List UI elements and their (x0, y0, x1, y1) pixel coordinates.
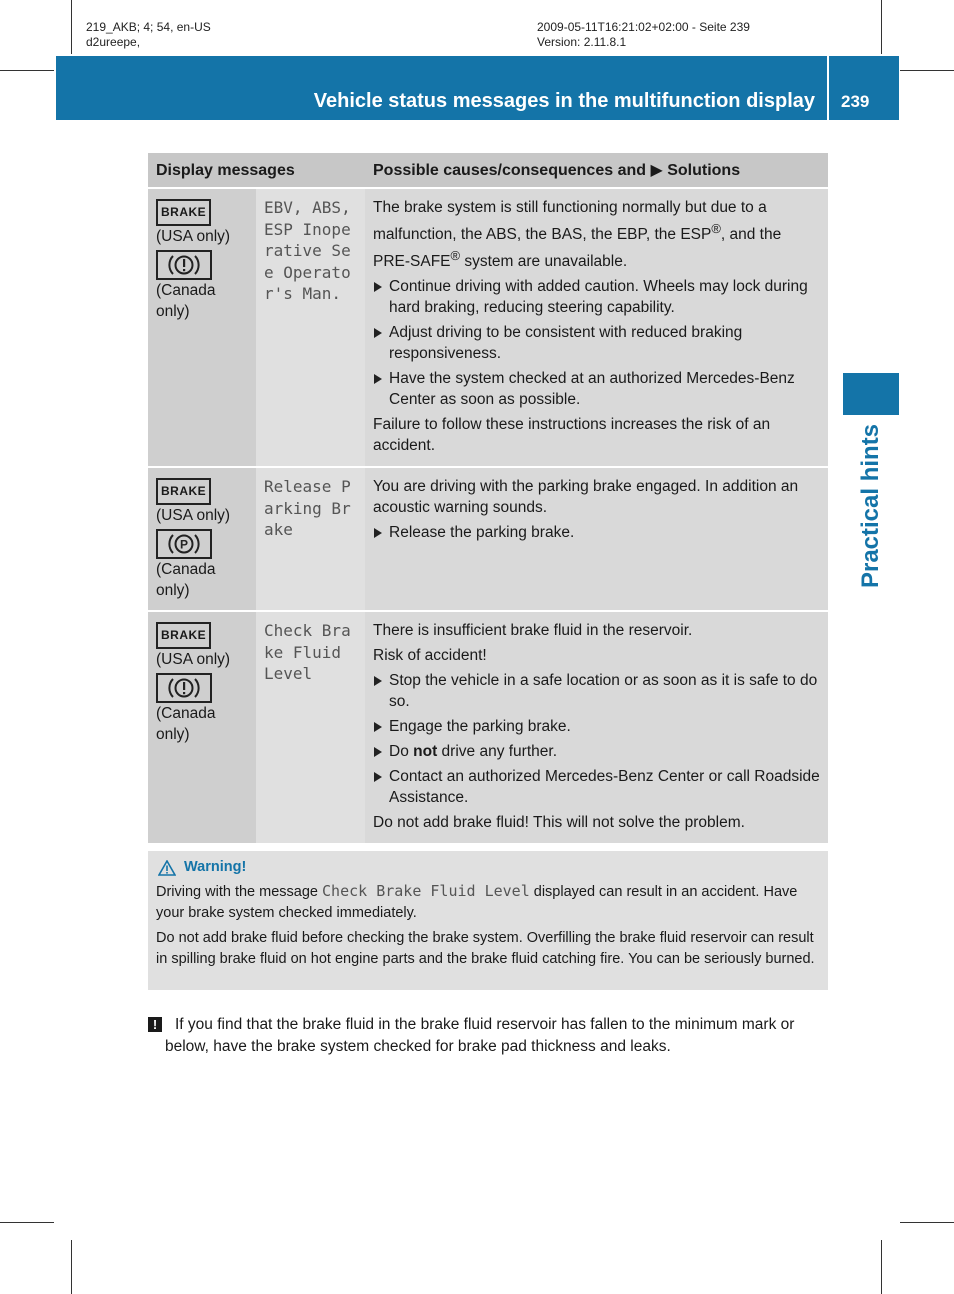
step-text: Engage the parking brake. (389, 718, 571, 736)
bullet-arrow-icon (374, 374, 382, 384)
solution-cell (365, 611, 828, 843)
solution-step (373, 670, 820, 712)
print-meta-right (537, 20, 750, 50)
table-row (148, 467, 828, 611)
icon-cell (148, 611, 256, 843)
table-header-row (148, 153, 828, 188)
warning-title: Warning! (184, 859, 247, 875)
note-block (148, 1014, 830, 1058)
region-label: (Canada only) (156, 705, 216, 744)
icon-cell (148, 467, 256, 611)
bullet-arrow-icon (374, 528, 382, 538)
cause-text: You are driving with the parking brake engaged. In addition an acoustic warning sounds. (373, 478, 799, 517)
table-row (148, 611, 828, 843)
step-emphasis: not (413, 743, 438, 761)
warning-paragraph: Do not add brake fluid before checking the brake system. Overfilling the brake fluid reservoir can result in spilling brake fluid on hot engine parts and the brake fluid catching fire. You can be seriously burned. (156, 930, 815, 967)
cause-text: There is insufficient brake fluid in the reservoir. (373, 622, 693, 640)
meta-line: 2009-05-11T16:21:02+02:00 - Seite 239 (537, 20, 750, 34)
display-message: Release Parking Brake (256, 467, 365, 611)
cause-text-part: , and the PRE-SAFE (373, 226, 782, 271)
solution-cell (365, 467, 828, 611)
region-label: (Canada only) (156, 282, 216, 320)
consequence-text: Do not add brake fluid! This will not solve the problem. (373, 814, 745, 832)
crop-mark (881, 1240, 882, 1294)
step-text: drive any further. (437, 743, 558, 761)
bullet-arrow-icon (374, 676, 382, 686)
bullet-arrow-icon (374, 747, 382, 757)
cause-text (373, 197, 820, 272)
svg-text:P: P (179, 537, 189, 552)
solution-step (373, 322, 820, 364)
display-message: Check Brake Fluid Level (256, 611, 365, 843)
section-side-label: Practical hints (857, 423, 884, 589)
display-message: EBV, ABS, ESP Inoperative See Operator's Man. (256, 188, 365, 467)
page-title: Vehicle status messages in the multifunction display (313, 90, 815, 112)
warning-text: displayed can result in an accident. Have your brake system checked immediately. (156, 884, 798, 921)
solution-cell (365, 188, 828, 467)
bullet-arrow-icon (374, 722, 382, 732)
column-header-display: Display messages (148, 153, 365, 188)
crop-mark (900, 1222, 954, 1223)
crop-mark (0, 1222, 54, 1223)
solution-step (373, 766, 820, 808)
cause-text-part: system are unavailable. (460, 253, 628, 271)
solution-step (373, 741, 820, 762)
side-tab-marker (843, 373, 899, 415)
solution-step (373, 522, 820, 543)
crop-mark (0, 70, 54, 71)
region-label: (Canada only) (156, 561, 216, 600)
warning-triangle-icon (158, 860, 176, 876)
step-text: Do (389, 743, 409, 761)
region-label: (USA only) (156, 228, 231, 245)
step-text: Stop the vehicle in a safe location or as soon as it is safe to do so. (389, 672, 818, 711)
table-row (148, 188, 828, 467)
meta-line: Version: 2.11.8.1 (537, 35, 627, 49)
consequence-text: Failure to follow these instructions increases the risk of an accident. (373, 416, 771, 455)
crop-mark (71, 0, 72, 54)
brake-indicator-icon: BRAKE (156, 199, 211, 226)
registered-mark: ® (450, 248, 461, 264)
warning-box (148, 851, 828, 990)
icon-cell (148, 188, 256, 467)
note-text: If you find that the brake fluid in the brake fluid reservoir has fallen to the minimum mark or below, have the brake system checked for brake pad thickness and leaks. (165, 1016, 795, 1055)
status-messages-table (148, 153, 828, 843)
solution-step (373, 368, 820, 410)
registered-mark: ® (711, 221, 721, 236)
region-label: (USA only) (156, 507, 231, 525)
crop-mark (900, 70, 954, 71)
display-message-inline: Check Brake Fluid Level (322, 882, 530, 900)
warning-text: Driving with the message (156, 884, 323, 900)
meta-line: 219_AKB; 4; 54, en-US (86, 20, 211, 34)
meta-line: d2ureepe, (86, 35, 141, 49)
solution-step (373, 716, 820, 737)
step-text: Adjust driving to be consistent with reduced braking responsiveness. (389, 324, 743, 363)
header-bar (56, 56, 827, 120)
column-header-solutions: Possible causes/consequences and ▶ Solutions (365, 153, 828, 188)
parking-brake-p-icon (156, 529, 212, 559)
print-meta-left (86, 20, 211, 50)
risk-text: Risk of accident! (373, 647, 487, 665)
bullet-arrow-icon (374, 772, 382, 782)
brake-indicator-icon: BRAKE (156, 622, 211, 649)
bullet-arrow-icon (374, 282, 382, 292)
step-text: Release the parking brake. (389, 524, 575, 542)
bullet-arrow-icon (374, 328, 382, 338)
solution-step (373, 276, 820, 318)
step-text: Contact an authorized Mercedes-Benz Center or call Roadside Assistance. (389, 768, 820, 807)
page-number-box (829, 56, 899, 120)
warning-paragraph (156, 881, 820, 924)
brake-warning-exclamation-icon (156, 673, 212, 703)
exclamation-icon: ! (148, 1017, 162, 1032)
region-label: (USA only) (156, 651, 231, 669)
brake-warning-exclamation-icon (156, 250, 212, 280)
warning-heading (156, 857, 820, 878)
page-number: 239 (841, 92, 870, 111)
step-text: Continue driving with added caution. Wheels may lock during hard braking, reducing steering capability. (389, 278, 808, 317)
step-text: Have the system checked at an authorized Mercedes-Benz Center as soon as possible. (389, 370, 795, 409)
cause-text-part: The brake system is still functioning normally but due to a malfunction, the ABS, the BAS, the EBP, the ESP (373, 199, 767, 244)
crop-mark (71, 1240, 72, 1294)
crop-mark (881, 0, 882, 54)
brake-indicator-icon: BRAKE (156, 478, 211, 505)
